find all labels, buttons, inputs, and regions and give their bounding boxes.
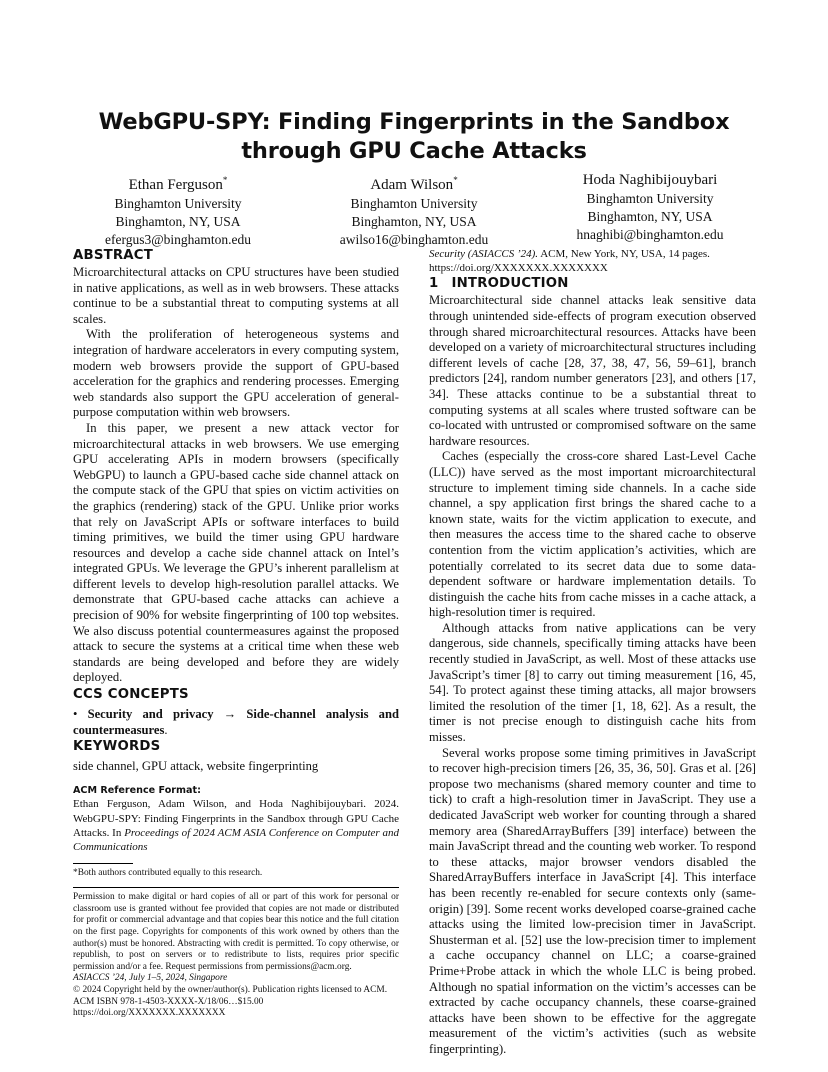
introduction-paragraph: Although attacks from native applications can be very dangerous, side channels, specifically timing attacks have been recently studied in JavaScript, as well. Most of these attacks use JavaScript’s timer [8] to carry out timing measurement [16, 45, 54]. To protect against these timing attacks, all major browsers limited the resolution of the timer [1, 18, 62]. As a result, the timer is not precise enough to distinguish cache hits from misses.	[429, 620, 756, 745]
section-title: INTRODUCTION	[451, 276, 569, 292]
paper-title: WebGPU-SPY: Finding Fingerprints in the Sandbox through GPU Cache Attacks	[98, 109, 730, 164]
reference-format-label: ACM Reference Format:	[73, 784, 201, 796]
reference-format-continued	[429, 247, 756, 275]
author-affiliation: Binghamton University	[586, 191, 714, 206]
author-block	[60, 170, 768, 247]
abstract-paragraph: Microarchitectural attacks on CPU structures have been studied in native applications, as well as in web browsers. These attacks continue to be a substantial threat to computing systems at all scales.	[73, 265, 399, 326]
ccs-end: .	[164, 722, 168, 737]
ccs-bullet: •	[73, 707, 78, 722]
reference-publisher: ACM, New York, NY, USA, 14 pages. https://doi.org/XXXXXXX.XXXXXXX	[429, 248, 710, 275]
author-1	[60, 170, 296, 249]
author-location: Binghamton, NY, USA	[115, 214, 241, 229]
reference-venue: Proceedings of 2024 ACM ASIA Conference on Computer and Communications	[73, 826, 400, 854]
reference-venue-continued: Security (ASIACCS ’24).	[429, 248, 539, 260]
author-3	[532, 170, 768, 244]
ccs-concept: Security and privacy → Side-channel analysis and countermeasures	[73, 707, 399, 737]
permission-rule	[73, 887, 399, 888]
keywords-heading: KEYWORDS	[73, 739, 161, 755]
section-number: 1	[429, 276, 439, 292]
footnote-rule	[73, 863, 133, 864]
author-2	[296, 170, 532, 249]
author-email[interactable]: hnaghibi@binghamton.edu	[576, 227, 724, 242]
left-column	[73, 247, 399, 1020]
equal-contribution-footnote: *Both authors contributed equally to this research.	[73, 868, 263, 879]
introduction-heading	[429, 275, 756, 293]
introduction-paragraph: Microarchitectural side channel attacks leak sensitive data through unintended side-effects of program execution observed through shared microarchitectural resources. Attacks have been developed on a variety of microarchitectural structures including different levels of cache [28, 37, 38, 47, 56, 59–61], branch predictors [24], random number generators [23], and others [17, 34]. These attacks continue to be a substantial threat to computing systems at all scales where trusted software can be co-located with untrusted or compromised software on the same hardware resources.	[429, 293, 756, 448]
author-affiliation: Binghamton University	[114, 196, 242, 211]
author-location: Binghamton, NY, USA	[351, 214, 477, 229]
author-email[interactable]: efergus3@binghamton.edu	[104, 232, 252, 247]
equal-contribution-mark: *	[222, 175, 228, 185]
equal-contribution-mark: *	[453, 175, 458, 185]
abstract-heading: ABSTRACT	[73, 248, 154, 263]
reference-text: Ethan Ferguson, Adam Wilson, and Hoda Naghibijouybari. 2024. WebGPU-SPY: Finding Fingerprints in the Sandbox through GPU Cache Attacks. In	[73, 798, 399, 839]
reference-format-text	[73, 797, 399, 854]
author-email[interactable]: awilso16@binghamton.edu	[339, 232, 489, 247]
doi-link[interactable]: https://doi.org/XXXXXXX.XXXXXXX	[73, 1008, 226, 1019]
keywords-text: side channel, GPU attack, website fingerprinting	[73, 759, 319, 774]
introduction-paragraph: Caches (especially the cross-core shared Last-Level Cache (LLC)) have served as the most important microarchitectural structure to implement timing side channels. In a cache side channel, a spy application first brings the shared cache to a known state, waits for the victim application to execute, and then measures the access time to the shared cache to observe contention from the victim application’s activities, which are potentially correlated to its secret data due to some data-dependent software or hardware implementation details. To distinguish the cache hits from cache misses in a cache attack, a high-resolution timer is required.	[429, 449, 756, 620]
acm-reference-format	[73, 784, 399, 854]
abstract-paragraph: In this paper, we present a new attack vector for microarchitectural attacks in web browsers. We use emerging GPU accelerating APIs in modern browsers (specifically WebGPU) to launch a GPU-based cache side channel attack on the compute stack of the GPU that spies on victim activities on the graphics (rendering) stack of the GPU. Unlike prior works that rely on JavaScript APIs or software interfaces to build timing primitives, we build the timer using GPU hardware resources and develop a cache side channel attack on Intel’s integrated GPUs. We leverage the GPU’s inherent parallelism at different levels to develop high-resolution parallel attacks. We demonstrate that GPU-based cache attacks can achieve a precision of 90% for website fingerprinting of 100 top websites. We also discuss potential countermeasures against the proposed attack to secure the systems at a critical time when these web standards are being developed and before they are widely deployed.	[73, 420, 399, 685]
permission-text: Permission to make digital or hard copies of all or part of this work for personal or classroom use is granted without fee provided that copies are not made or distributed for profit or commercial advantage and that copies bear this notice and the full citation on the first page. Copyrights for components of this work owned by others than the author(s) must be honored. Abstracting with credit is permitted. To copy otherwise, or republish, to post on servers or to redistribute to lists, requires prior specific permission and/or a fee. Request permissions from permissions@acm.org.	[73, 892, 399, 972]
introduction-paragraph: Several works propose some timing primitives in JavaScript to recover high-precision timers [26, 35, 36, 50]. Gras et al. [26] propose two mechanisms (shared memory counter and time to tick) to craft a high-resolution timer in JavaScript. They use a dedicated JavaScript web worker for counting through a shared memory area (SharedArrayBuffers [39] interface) between the main JavaScript thread and the counting web worker. To respond to these attacks, major browser vendors disabled the SharedArrayBuffers interface in JavaScript [4]. This interface has been recently re-enabled for secure contexts only (same-origin) [39]. Some recent works developed coarse-grained cache attacks using the limited low-precision timer in JavaScript. Shusterman et al. [52] use the low-precision timer to implement a cache occupancy channel on LLC; a coarse-grained Prime+Probe attack in which the whole LLC is being probed. Although no spatial information on the victim’s accesses can be extracted by cache occupancy channels, these coarse-grained attacks have been shown to be effective for the aggregate measurement of the victim’s activities (such as website fingerprinting).	[429, 745, 756, 1056]
author-name: Ethan Ferguson	[128, 177, 223, 193]
ccs-concepts-heading: CCS CONCEPTS	[73, 687, 189, 703]
ccs-concepts-text	[73, 707, 399, 738]
author-name: Adam Wilson	[370, 177, 454, 193]
author-location: Binghamton, NY, USA	[587, 209, 713, 224]
author-name: Hoda Naghibijouybari	[582, 172, 718, 188]
isbn-text: ACM ISBN 978-1-4503-XXXX-X/18/06…$15.00	[73, 996, 264, 1007]
conference-info: ASIACCS ’24, July 1–5, 2024, Singapore	[73, 973, 228, 984]
permission-block	[73, 892, 399, 1020]
copyright-text: © 2024 Copyright held by the owner/author(s). Publication rights licensed to ACM.	[73, 984, 388, 995]
abstract-paragraph: With the proliferation of heterogeneous systems and integration of hardware accelerators in every computing system, modern web browsers provide the support of GPU-based acceleration for the graphics and rendering processes. Emerging web standards also support the GPU acceleration of general-purpose computation within web browsers.	[73, 327, 399, 420]
author-affiliation: Binghamton University	[350, 196, 478, 211]
right-column	[429, 247, 756, 1058]
